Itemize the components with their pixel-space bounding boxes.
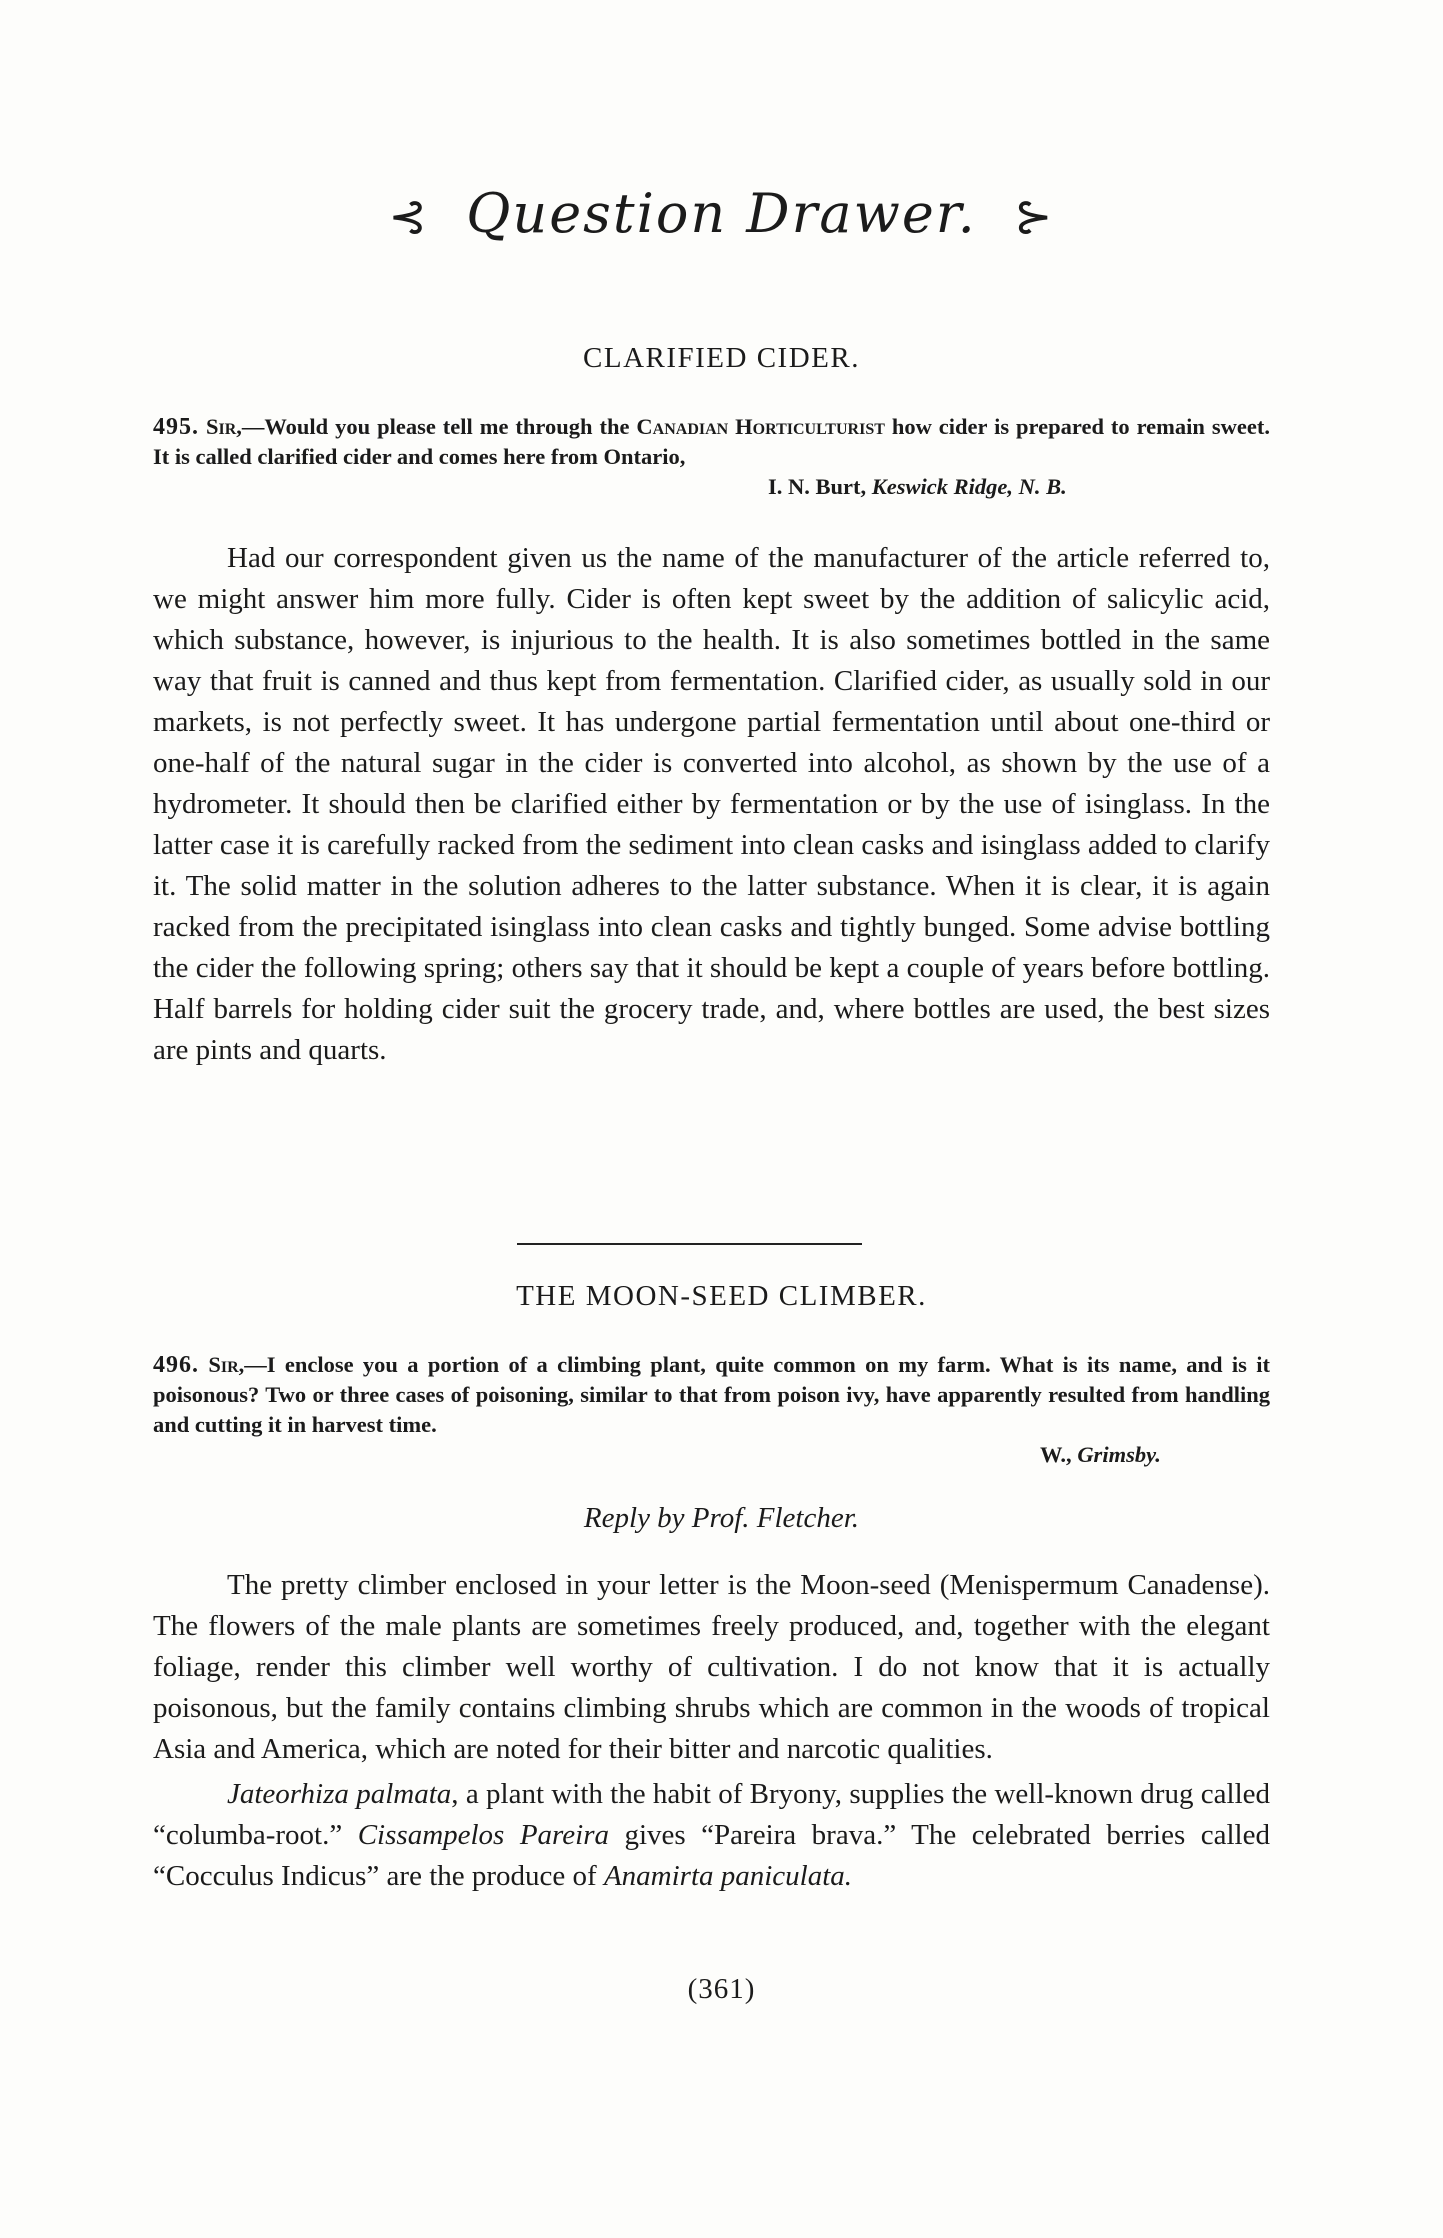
species-anamirta: Anamirta paniculata. [603, 1860, 853, 1892]
signature-496 [1040, 1442, 1161, 1468]
section-title-moon-seed: THE MOON-SEED CLIMBER. [516, 1280, 927, 1312]
journal-name: Canadian Horticulturist [636, 414, 885, 439]
ornament-right-icon: ⊱ [1014, 189, 1055, 243]
answer-paragraph-2 [153, 1774, 1270, 1897]
species-cissampelos: Cissampelos Pareira [357, 1819, 609, 1851]
question-text-start: —Would you please tell me through the [241, 414, 637, 439]
species-jateorhiza: Jateorhiza palmata [227, 1778, 452, 1810]
header-title: Question Drawer. [466, 182, 977, 245]
reply-by: Reply by Prof. Fletcher. [583, 1502, 860, 1534]
signature-place: Keswick Ridge, N. B. [871, 474, 1067, 499]
answer-paragraph-1: The pretty climber enclosed in your letter is the Moon-seed (Menispermum Canadense). The flowers of the male plants are sometimes freely produced, and, together with the elegant foliage, render this climber well worthy of cultivation. I do not know that it is actually poisonous, but the family contains climbing shrubs which are common in the woods of tropical Asia and America, which are noted for their bitter and narcotic qualities. [153, 1569, 1270, 1765]
signature-place: Grimsby. [1077, 1442, 1161, 1467]
question-text: —I enclose you a portion of a climbing plant, quite common on my farm. What is its name, and is it poisonous? Two or three cases of poisoning, similar to that from poison ivy, have apparently resulted from handling and cutting it in harvest time. [153, 1352, 1270, 1437]
question-text-end: how cider is prepared to remain sweet. It is called clarified cider and comes here from Ontario, [153, 414, 1270, 469]
answer-496 [153, 1565, 1270, 1897]
page-number: (361) [687, 1973, 756, 2005]
answer-paragraph: Had our correspondent given us the name of the manufacturer of the article referred to, we might answer him more fully. Cider is often kept sweet by the addition of salicylic acid, which substance, however, is injurious to the health. It is also sometimes bottled in the same way that fruit is canned and thus kept from fermentation. Clarified cider, as usually sold in our markets, is not perfectly sweet. It has undergone partial fermentation until about one-third or one-half of the natural sugar in the cider is converted into alcohol, as shown by the use of a hydrometer. It should then be clarified either by fermentation or by the use of isinglass. In the latter case it is carefully racked from the sediment into clean casks and isinglass added to clarify it. The solid matter in the solution adheres to the latter substance. When it is clear, it is again racked from the precipitated isinglass into clean casks and tightly bunged. Some advise bottling the cider the following spring; others say that it should be kept a couple of years before bottling. Half barrels for holding cider suit the grocery trade, and, where bottles are used, the best sizes are pints and quarts. [153, 542, 1270, 1066]
signature-name: W., [1040, 1442, 1072, 1467]
page-header [0, 182, 1443, 245]
ornament-left-icon: ⊰ [388, 189, 429, 243]
question-495 [153, 412, 1270, 472]
question-number: 495. [153, 414, 199, 440]
question-salutation: Sir, [205, 414, 242, 439]
signature-name: I. N. Burt, [768, 474, 867, 499]
question-number: 496. [153, 1352, 199, 1378]
question-salutation: Sir, [208, 1352, 245, 1377]
answer-495 [153, 538, 1270, 1071]
section-title-clarified-cider: CLARIFIED CIDER. [583, 342, 860, 374]
signature-495 [768, 474, 1067, 500]
paragraph-text: , a plant with the habit of Bryony, supplies the well-known drug called “columba-root.” [153, 1778, 1270, 1851]
section-divider [517, 1243, 862, 1245]
question-496 [153, 1350, 1270, 1440]
paragraph-text: gives “Pareira brava.” The celebrated berries called “Cocculus Indicus” are the produce of [153, 1819, 1270, 1892]
